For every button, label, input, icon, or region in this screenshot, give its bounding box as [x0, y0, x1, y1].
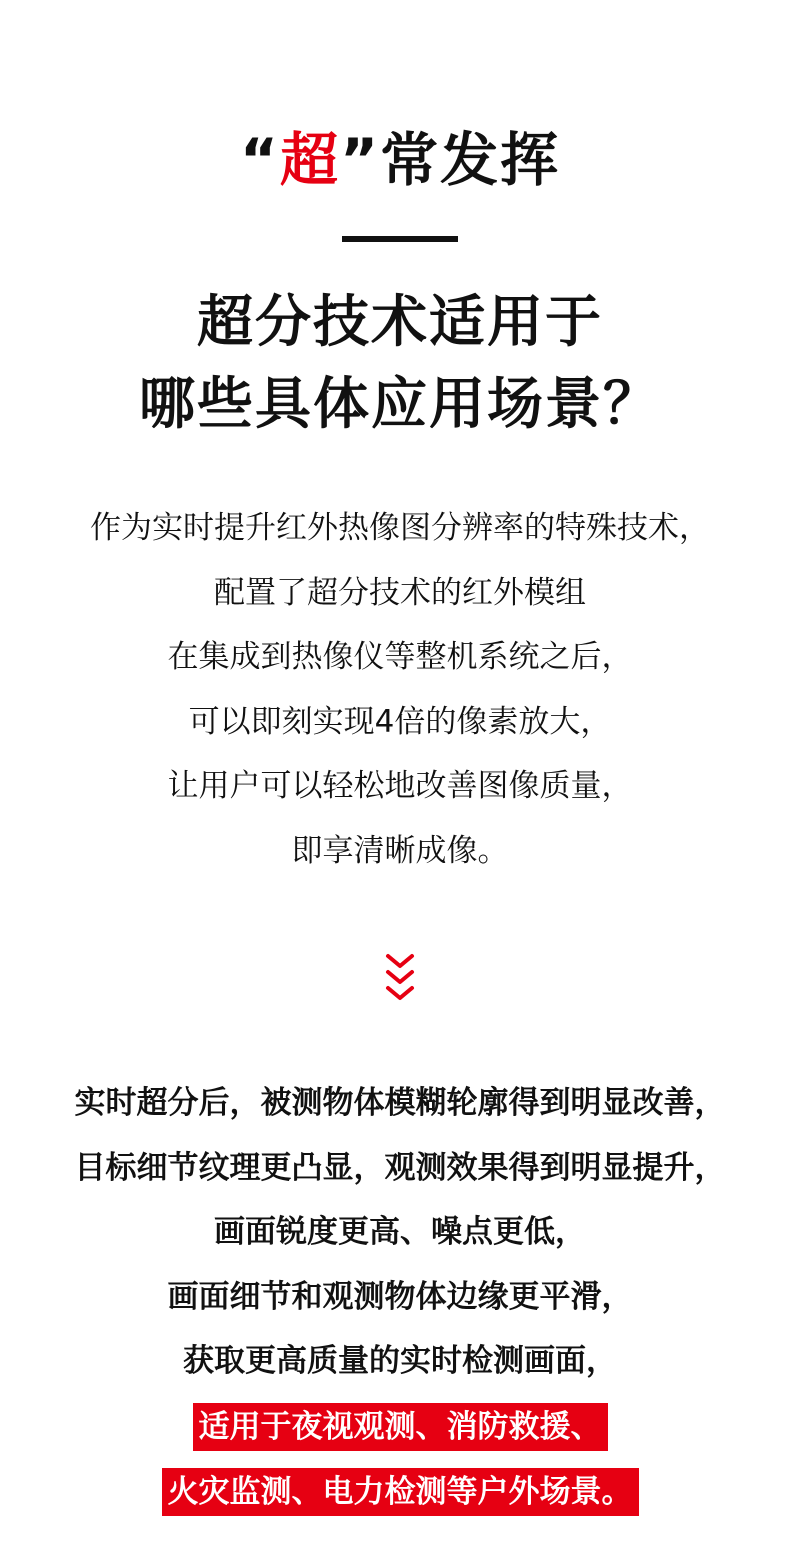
- summary-line: 实时超分后，被测物体模糊轮廓得到明显改善，: [74, 1085, 726, 1121]
- title-open-quote: “: [239, 126, 280, 194]
- highlight-line: [0, 1458, 800, 1523]
- triple-chevron-down-icon: [384, 952, 416, 1004]
- summary-line: 画面锐度更高、噪点更低，: [214, 1214, 586, 1250]
- page-title: [0, 120, 800, 200]
- title-accent-char: 超: [279, 126, 340, 194]
- highlight-text: 适用于夜视观测、消防救援、: [193, 1403, 608, 1451]
- summary-line: 获取更高质量的实时检测画面，: [183, 1343, 617, 1379]
- description-line: 配置了超分技术的红外模组: [214, 574, 586, 611]
- title-rest: 常发挥: [380, 126, 561, 194]
- description-line: 即享清晰成像。: [291, 832, 509, 869]
- summary-line: 目标细节纹理更凸显，观测效果得到明显提升，: [74, 1149, 726, 1186]
- headline-line: 哪些具体应用场景？: [139, 372, 661, 437]
- description-line: 作为实时提升红外热像图分辨率的特殊技术，: [90, 510, 710, 546]
- title-close-quote: ”: [340, 126, 381, 194]
- title-divider: [342, 236, 458, 242]
- highlight-line: [0, 1394, 800, 1459]
- description-line: 可以即刻实现4倍的像素放大，: [188, 703, 612, 740]
- description-line: 让用户可以轻松地改善图像质量，: [167, 768, 633, 804]
- headline: [0, 282, 800, 446]
- highlight-text: 火灾监测、电力检测等户外场景。: [162, 1468, 639, 1516]
- description-line: 在集成到热像仪等整机系统之后，: [167, 639, 633, 675]
- summary-paragraph: [0, 1071, 800, 1523]
- headline-line: 超分技术适用于: [197, 290, 603, 355]
- summary-line: 画面细节和观测物体边缘更平滑，: [167, 1278, 633, 1315]
- description-paragraph: [0, 496, 800, 883]
